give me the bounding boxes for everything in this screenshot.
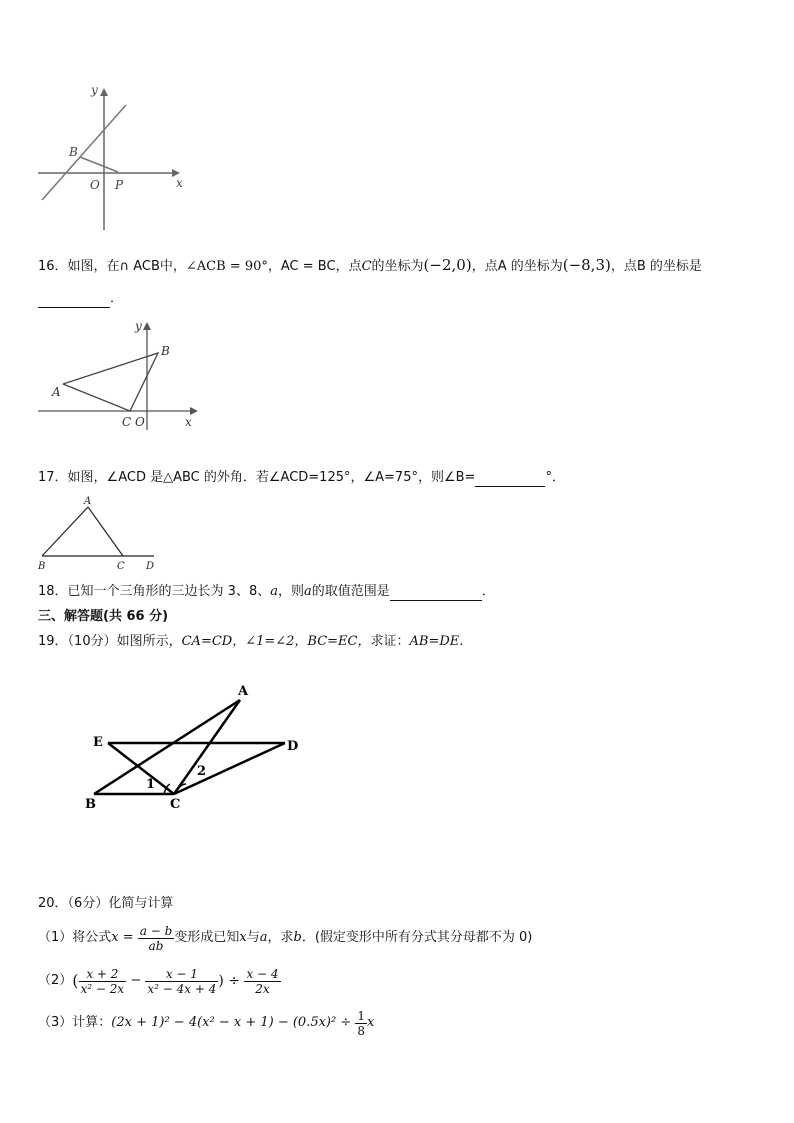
label-o: O — [90, 178, 100, 192]
label-p: P — [115, 178, 124, 192]
triangle-acb — [63, 353, 158, 411]
q16-text-g: ，点B 的坐标是 — [610, 259, 702, 274]
q20-p2-numerator-2: x − 1 — [145, 967, 218, 982]
q20-p1-x: x — [111, 930, 119, 945]
label-c: C — [117, 561, 125, 572]
q16-coord-c: (−2,0) — [423, 256, 472, 274]
q20-p1-var2: a — [259, 930, 268, 945]
label-c: C — [170, 797, 181, 812]
q20-score: （6分） — [67, 896, 109, 911]
q16-angle: ∠ACB = 90° — [185, 259, 268, 274]
q18-var-a: a — [270, 584, 278, 599]
side-ab — [42, 507, 88, 556]
figure-q17-triangle — [36, 493, 166, 573]
q20-p2-numerator-3: x − 4 — [246, 966, 279, 981]
label-x: x — [176, 176, 183, 190]
q20-p2-close: ) ÷ — [218, 973, 245, 989]
question-18 — [38, 583, 495, 601]
q20-p1-and: 与 — [246, 930, 260, 945]
y-axis-arrow-icon — [143, 322, 151, 330]
q20-part-2 — [38, 962, 281, 1000]
q20-part-3 — [38, 1004, 374, 1042]
q20-p1-eq: = — [118, 930, 138, 945]
q16-answer-line — [38, 290, 123, 308]
q17-end: °． — [545, 470, 565, 485]
q20-p3-x: x — [367, 1015, 375, 1030]
q16-number: 16． — [38, 259, 68, 274]
q18-var-a-2: a — [304, 584, 312, 599]
q20-p2-denominator-2: x² − 4x + 4 — [147, 981, 217, 996]
q16-point-c: C — [361, 259, 372, 274]
q16-coord-a: (−8,3) — [562, 256, 611, 274]
q20-p2-fraction-2 — [145, 967, 218, 996]
q20-p3-label: （3）计算： — [38, 1015, 112, 1030]
segment-ec — [108, 743, 174, 794]
q20-p1-text: 变形成已知 — [174, 930, 240, 945]
label-y: y — [135, 319, 142, 333]
q20-p3-fraction — [355, 1009, 367, 1038]
q16-text-b: 中， — [159, 259, 186, 274]
label-d: D — [146, 561, 155, 572]
q16-text-c: ， — [267, 259, 281, 274]
q20-part-1 — [38, 920, 532, 956]
q16-triangle: ∩ ACB — [119, 259, 160, 274]
q19-goal: AB=DE. — [409, 634, 464, 649]
label-e: E — [93, 735, 103, 750]
q20-p2-numerator-1: x + 2 — [79, 967, 127, 982]
q20-p1-denominator: ab — [148, 938, 164, 953]
y-axis-arrow-icon — [100, 88, 108, 96]
segment-bp — [80, 157, 118, 172]
q20-p2-fraction-3 — [244, 967, 280, 996]
side-ac — [88, 507, 123, 556]
q17-text: 如图，∠ACD 是△ABC 的外角．若∠ACD=125°，∠A=75°，则∠B= — [67, 470, 476, 485]
label-a: A — [84, 496, 92, 507]
q20-p3-denominator: 8 — [357, 1023, 366, 1038]
label-a: A — [238, 684, 249, 699]
q20-p2-open: ( — [72, 971, 79, 990]
q19-text: 如图所示， — [116, 634, 182, 649]
q20-p1-var1: x — [239, 930, 247, 945]
q18-end: ． — [481, 584, 495, 599]
q16-end: ． — [110, 291, 124, 306]
figure-q16-graph — [36, 318, 206, 436]
q17-answer-blank[interactable] — [475, 472, 545, 487]
q16-text-d: ，点 — [335, 259, 362, 274]
q20-p2-label: （2） — [38, 973, 73, 988]
line-through-b — [42, 105, 126, 200]
label-c: C — [122, 415, 132, 429]
q20-p1-label: （1）将公式 — [38, 930, 112, 945]
q18-text-a: 已知一个三角形的三边长为 3、8、 — [67, 584, 271, 599]
q18-answer-blank[interactable] — [390, 586, 482, 601]
q19-score: （10分） — [67, 634, 117, 649]
q16-text-a: 如图，在 — [67, 259, 120, 274]
question-17 — [38, 469, 565, 487]
q19-prove: 求证： — [370, 634, 410, 649]
x-axis-arrow-icon — [190, 407, 198, 415]
q20-p3-numerator: 1 — [357, 1008, 366, 1023]
q16-text-f: ，点A 的坐标为 — [471, 259, 563, 274]
q20-p1-numerator: a − b — [139, 923, 173, 938]
section-3-title: 三、解答题(共 66 分) — [38, 609, 169, 624]
q20-p2-denominator-1: x² − 2x — [80, 981, 125, 996]
label-b: B — [38, 561, 46, 572]
q20-p1-note: ．(假定变形中所有分式其分母都不为 0) — [301, 930, 533, 945]
figure-q15-graph — [30, 80, 200, 240]
label-b: B — [85, 797, 96, 812]
label-b: B — [69, 145, 78, 159]
q17-number: 17． — [38, 470, 68, 485]
q20-p1-var3: b — [293, 930, 302, 945]
figure-q19 — [80, 678, 320, 813]
q16-answer-blank[interactable] — [38, 293, 110, 308]
label-a: A — [52, 385, 61, 399]
label-angle-1: 1 — [146, 777, 156, 792]
q16-eq: AC = BC — [280, 259, 336, 274]
q20-p2-denominator-3: 2x — [255, 981, 270, 996]
label-angle-2: 2 — [197, 764, 207, 779]
segment-ba — [94, 700, 240, 794]
q16-text-e: 的坐标为 — [371, 259, 424, 274]
q20-p2-minus: − — [126, 973, 146, 988]
question-16 — [38, 256, 702, 276]
label-d: D — [287, 739, 299, 754]
q20-p1-ask: ，求 — [267, 930, 294, 945]
q19-conditions: CA=CD，∠1=∠2，BC=EC， — [181, 634, 371, 649]
label-b: B — [161, 344, 170, 358]
question-19 — [38, 633, 463, 651]
q20-p1-fraction — [138, 924, 175, 953]
q18-number: 18． — [38, 584, 68, 599]
question-20 — [38, 895, 173, 913]
q18-text-b: ，则 — [278, 584, 305, 599]
q20-p2-fraction-1 — [79, 967, 127, 996]
q20-title: 化简与计算 — [108, 896, 174, 911]
q20-number: 20． — [38, 896, 68, 911]
q19-number: 19． — [38, 634, 68, 649]
label-y: y — [91, 83, 98, 97]
label-o: O — [135, 415, 145, 429]
label-x: x — [185, 415, 192, 429]
q18-text-c: 的取值范围是 — [311, 584, 390, 599]
q20-p3-expression: (2x + 1)² − 4(x² − x + 1) − (0.5x)² ÷ — [111, 1015, 356, 1030]
